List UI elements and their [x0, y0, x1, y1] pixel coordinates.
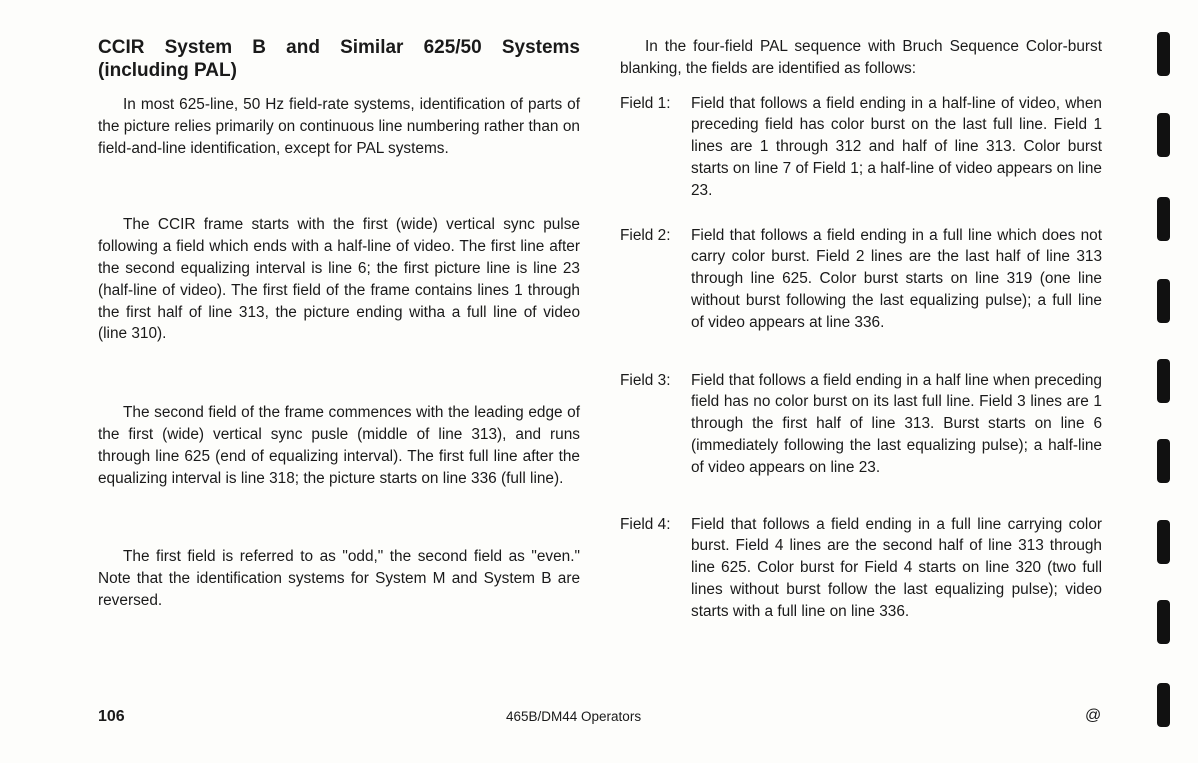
- paragraph: The first field is referred to as "odd," the second field as "even." Note that the identification systems for System M and System B are reversed.: [98, 548, 580, 609]
- field-definition: [620, 514, 1102, 623]
- binding-hole-mark: [1157, 32, 1170, 76]
- field-definition: [620, 225, 1102, 334]
- paragraph: In most 625-line, 50 Hz field-rate systems, identification of parts of the picture relies primarily on continuous line numbering rather than on field-and-line identification, except for PAL systems.: [98, 96, 580, 157]
- field-description: Field that follows a field ending in a half-line of video, when preceding field has color burst on the last full line. Field 1 lines are 1 through 312 and half of line 313. Color burst starts on line 7 of Field 1; a half-line of video appears on line 23.: [691, 94, 1102, 199]
- paragraph: The CCIR frame starts with the first (wide) vertical sync pulse following a field which ends with a half-line of video. The first line after the second equalizing interval is line 6; the first picture line is line 23 (half-line of video). The first field of the frame contains lines 1 through the first half of line 313, the picture ending witha a full line of video (line 310).: [98, 216, 580, 343]
- right-column: [620, 36, 1102, 623]
- field-label: Field 2:: [620, 226, 671, 244]
- field-definition: [620, 93, 1102, 202]
- field-label: Field 4:: [620, 515, 671, 533]
- field-description: Field that follows a field ending in a half line when preceding field has no color burst on its last full line. Field 3 lines are 1 through the first half of line 313. Burst starts on line 6 (immediately following the last equalizing pulse); a half-line of video appears on line 23.: [691, 371, 1102, 476]
- binding-hole-mark: [1157, 197, 1170, 241]
- binding-hole-mark: [1157, 683, 1170, 727]
- field-description: Field that follows a field ending in a full line carrying color burst. Field 4 lines are the second half of line 313 through line 625. Color burst for Field 4 starts on line 320 (two full lines without burst follow the last equalizing pulse); video starts with a full line on line 336.: [691, 515, 1102, 620]
- binding-hole-mark: [1157, 520, 1170, 564]
- binding-hole-mark: [1157, 600, 1170, 644]
- document-title: 465B/DM44 Operators: [506, 709, 642, 724]
- binding-hole-mark: [1157, 439, 1170, 483]
- field-description: Field that follows a field ending in a full line which does not carry color burst. Field 2 lines are the last half of line 313 through line 625. Color burst starts on line 319 (one line without burst following the last equalizing pulse); a full line of video appears at line 336.: [691, 226, 1102, 331]
- field-label: Field 1:: [620, 94, 671, 112]
- page-number: 106: [98, 708, 125, 725]
- field-definition: [620, 370, 1102, 479]
- section-heading-line1: CCIR System B and Similar 625/50 Systems: [98, 37, 580, 58]
- paragraph: The second field of the frame commences with the leading edge of the first (wide) vertical sync pusle (middle of line 313), and runs through line 625 (end of equalizing interval). The first full line after the equalizing interval is line 318; the picture starts on line 336 (full line).: [98, 404, 580, 487]
- binding-hole-mark: [1157, 279, 1170, 323]
- field-label: Field 3:: [620, 371, 671, 389]
- section-heading-line2: (including PAL): [98, 60, 237, 81]
- binding-hole-mark: [1157, 113, 1170, 157]
- binding-hole-mark: [1157, 359, 1170, 403]
- footer-symbol: @: [1085, 707, 1102, 724]
- left-column: [98, 36, 580, 612]
- intro-paragraph: In the four-field PAL sequence with Bruch Sequence Color-burst blanking, the fields are identified as follows:: [620, 38, 1102, 77]
